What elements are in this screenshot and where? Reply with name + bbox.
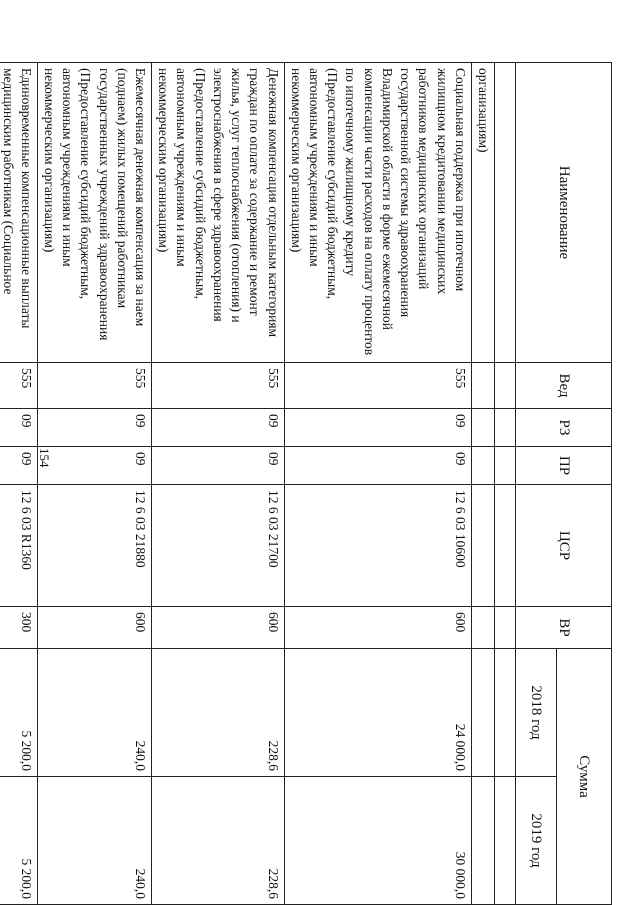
row-sum-2019: 5 200,0 <box>0 777 37 905</box>
page-number: 154 <box>37 448 52 468</box>
table-row <box>471 63 494 905</box>
row-vr: 600 <box>37 607 151 649</box>
header-year-2019: 2019 год <box>516 777 557 905</box>
row-name: Социальная поддержка при ипотечном жилищном кредитовании медицинских работников медицинских организаций государственной системы здравоохранения Владимирской области в форме ежемесячной компенсации части расходов на оплату процентов по ипотечному жилищному кредиту (Предоставление субсидий бюджетным, автономным учреждениям и иным некоммерческим организациям) <box>284 63 471 363</box>
header-year-2018: 2018 год <box>516 649 557 777</box>
row-name: Ежемесячная денежная компенсация за наем (поднаем) жилых помещений работникам государственных учреждений здравоохранения (Предоставление субсидий бюджетным, автономным учреждениям и иным некоммерческим организациям) <box>37 63 151 363</box>
row-rz: 09 <box>284 409 471 447</box>
row-pr: 09 <box>37 447 151 485</box>
row-pr: 09 <box>284 447 471 485</box>
row-csr: 12 6 03 21880 <box>37 485 151 607</box>
table-row <box>37 63 151 905</box>
row-ved: 555 <box>0 363 37 409</box>
header-csr: ЦСР <box>516 485 612 607</box>
row-sum-2018: 24 000,0 <box>284 649 471 777</box>
table-header-spacer-row <box>495 63 516 905</box>
row-name: Денежная компенсация отдельным категориям граждан по оплате за содержание и ремонт жилья, услуг теплоснабжения (отопления) и электроснабжения в сфере здравоохранения (Предоставление субсидий бюджетным, автономным учреждениям и иным некоммерческим организациям) <box>152 63 285 363</box>
row-pr: 09 <box>0 447 37 485</box>
row-sum-2019: 240,0 <box>37 777 151 905</box>
header-pr: ПР <box>516 447 612 485</box>
row-rz: 09 <box>37 409 151 447</box>
row-ved: 555 <box>37 363 151 409</box>
continuation-cell: организациям) <box>471 63 494 363</box>
table-row <box>152 63 285 905</box>
row-sum-2019: 30 000,0 <box>284 777 471 905</box>
row-ved: 555 <box>152 363 285 409</box>
row-csr: 12 6 03 21700 <box>152 485 285 607</box>
row-sum-2019: 228,6 <box>152 777 285 905</box>
row-csr: 12 6 03 10600 <box>284 485 471 607</box>
header-sum: Сумма <box>557 649 612 905</box>
row-sum-2018: 228,6 <box>152 649 285 777</box>
row-vr: 600 <box>152 607 285 649</box>
row-sum-2018: 5 200,0 <box>0 649 37 777</box>
header-vr: ВР <box>516 607 612 649</box>
row-ved: 555 <box>284 363 471 409</box>
header-name: Наименование <box>516 63 612 363</box>
table-row <box>284 63 471 905</box>
row-vr: 600 <box>284 607 471 649</box>
row-vr: 300 <box>0 607 37 649</box>
table-row <box>0 63 37 905</box>
row-rz: 09 <box>152 409 285 447</box>
header-ved: Вед <box>516 363 612 409</box>
row-pr: 09 <box>152 447 285 485</box>
header-rz: РЗ <box>516 409 612 447</box>
row-rz: 09 <box>0 409 37 447</box>
row-csr: 12 6 03 R1360 <box>0 485 37 607</box>
row-name: Единовременные компенсационные выплаты медицинским работникам (Социальное <box>0 63 37 363</box>
table-header-row <box>557 63 612 905</box>
row-sum-2018: 240,0 <box>37 649 151 777</box>
budget-table <box>0 62 612 905</box>
